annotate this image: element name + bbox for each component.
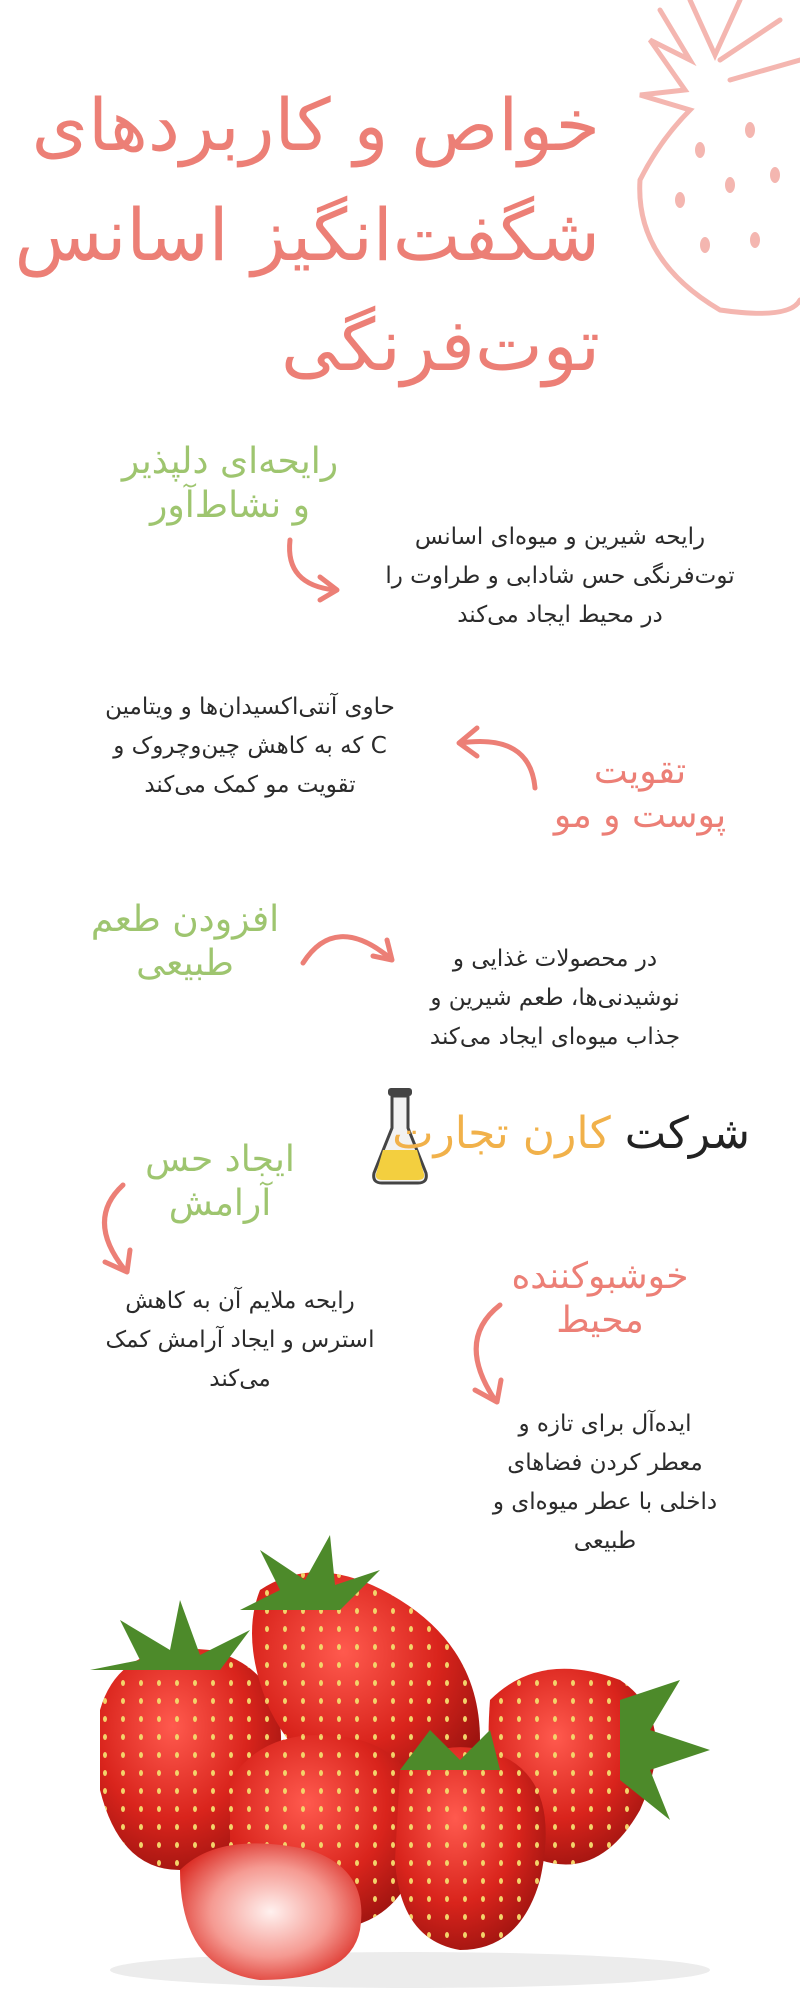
title-line: شگفت‌انگیز اسانس xyxy=(14,193,600,277)
brand-name xyxy=(392,1108,750,1159)
strawberry-outline-illustration xyxy=(630,0,800,320)
curved-arrow-icon xyxy=(270,535,350,605)
text-line: داخلی با عطر میوه‌ای و xyxy=(492,1489,718,1515)
feature-heading-natural-flavor xyxy=(70,898,300,986)
heading-line: آرامش xyxy=(168,1183,272,1224)
text-line: می‌کند xyxy=(209,1366,271,1392)
heading-line: طبیعی xyxy=(136,943,234,984)
text-line: معطر کردن فضاهای xyxy=(507,1450,703,1476)
feature-heading-air-freshener xyxy=(480,1255,720,1343)
feature-text-skin-hair xyxy=(60,688,440,805)
brand-word: شرکت xyxy=(624,1108,750,1159)
heading-line: پوست و مو xyxy=(553,795,727,836)
feature-heading-pleasant-scent xyxy=(90,440,370,528)
feature-text-relaxation xyxy=(80,1282,400,1399)
feature-text-pleasant-scent xyxy=(350,518,770,635)
brand-logo xyxy=(370,1088,770,1188)
heading-line: محیط xyxy=(556,1300,644,1341)
heading-line: خوشبوکننده xyxy=(511,1256,689,1297)
text-line: تقویت مو کمک می‌کند xyxy=(144,772,356,798)
text-line: رایحه ملایم آن به کاهش xyxy=(125,1288,355,1314)
heading-line: ایجاد حس xyxy=(145,1139,295,1180)
heading-line: افزودن طعم xyxy=(90,899,280,940)
text-line: در محصولات غذایی و xyxy=(452,946,658,972)
text-line: توت‌فرنگی حس شادابی و طراوت را xyxy=(385,563,735,589)
curved-arrow-icon xyxy=(295,918,405,988)
text-line: طبیعی xyxy=(573,1528,637,1554)
text-line: حاوی آنتی‌اکسیدان‌ها و ویتامین xyxy=(105,694,395,720)
heading-line: و نشاط‌آور xyxy=(150,485,310,526)
title-line: توت‌فرنگی xyxy=(281,303,600,387)
feature-text-natural-flavor xyxy=(400,940,710,1057)
text-line: جذاب میوه‌ای ایجاد می‌کند xyxy=(429,1024,681,1050)
text-line: C که به کاهش چین‌وچروک و xyxy=(113,733,387,759)
feature-heading-relaxation xyxy=(120,1138,320,1226)
text-line: در محیط ایجاد می‌کند xyxy=(457,602,663,628)
page-title xyxy=(0,70,600,400)
curved-arrow-icon xyxy=(85,1180,145,1280)
text-line: استرس و ایجاد آرامش کمک xyxy=(105,1327,375,1353)
curved-arrow-icon xyxy=(455,1300,515,1410)
text-line: ایده‌آل برای تازه و xyxy=(518,1411,692,1437)
feature-heading-skin-hair xyxy=(510,750,770,838)
text-line: نوشیدنی‌ها، طعم شیرین و xyxy=(430,985,680,1011)
brand-word: کارن تجارت xyxy=(392,1108,611,1159)
heading-line: رایحه‌ای دلپذیر xyxy=(121,441,339,482)
title-line: خواص و کاربردهای xyxy=(31,83,600,167)
strawberries-photo xyxy=(60,1530,760,1990)
text-line: رایحه شیرین و میوه‌ای اسانس xyxy=(414,524,706,550)
heading-line: تقویت xyxy=(593,751,687,792)
